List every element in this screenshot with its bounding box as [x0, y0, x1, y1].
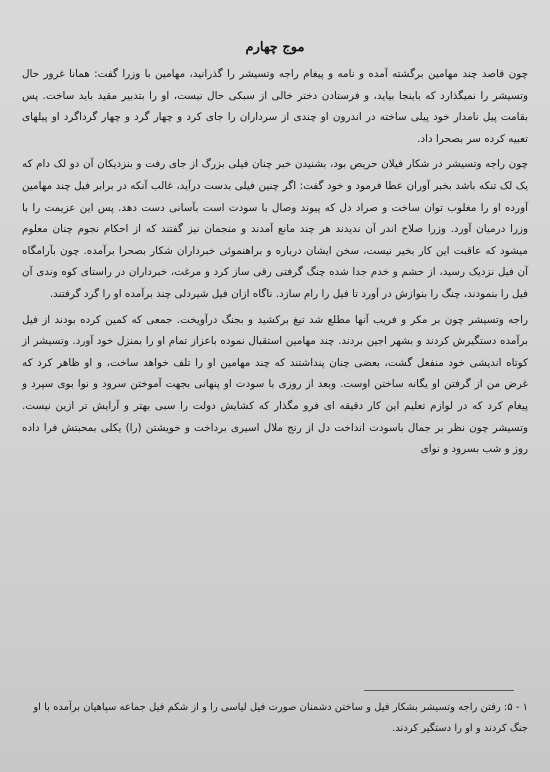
body-text: [22, 64, 528, 461]
footnote: ۱ - ۵: رفتن راجه وتسیشر بشکار فیل و ساختن دشمنان صورت فیل لیاسی را و از شکم فیل جماعه سپاهیان برآمده با او جنگ کردند و او را دستگیر کردند.: [33, 702, 528, 734]
paragraph-3: راجه وتسیشر چون بر مکر و فریب آنها مطلع شد تیغ برکشید و بجنگ درآویخت. جمعی که کمین کرده بودند از فیل برآمده دستگیرش کردند و بشهر اجین بردند. چند مهامین استقبال نموده باعزاز تمام او را بمنزل خود آورد. وتسیشر از کوتاه اندیشی خود منفعل گشت، بعضی چنان پنداشتند که چند مهامین او را تلف خواهد ساخت، و او ظاهر کرد که غرض من از گرفتن او یگانه ساختن اوست. وبعد از روزی با سودت او پنهانی بجهت آموختن سرود و نوا بوی سپرد و پیغام کرد که در لوازم تعلیم این کار دقیقه ای فرو مگذار که کشایش دولت را سبی بهتر و آرایش تر ازین نیست. وتسیشر چون نظر بر جمال باسودت انداخت دل از رنج ملال اسیری برداخت و خویشتن (را) یکلی بمحبتش فرا داده روز و شب بسرود و نوای: [22, 313, 528, 456]
paragraph-1: چون قاصد چند مهامین برگشته آمده و نامه و پیغام راجه وتسیشر را گذرانید، مهامین با وزرا گفت: همانا غرور حال وتسیشر را نمیگذارد که باینجا بیاید، و فرستادن دختر خالی از سبکی حال نیست، او را بتدبیر مقید باید ساخت. پس بقامت پیل نامدار خود پیلی ساخته در اندرون او چندی از سرداران را جای کرد و چهار گرد و چهار گرداگرد او پیلهای تعبیه کرده سر بصحرا داد.: [22, 68, 528, 145]
paragraph-2: چون راجه وتسیشر در شکار فیلان حریص بود، بشنیدن خبر چنان فیلی بزرگ از جای رفت و بنزدیکان آن دو لک دام که یک لک تنکه باشد بخبر آوران عطا فرمود و خود گفت: اگر چنین فیلی بدست درآید، غالب آنکه در برابر فیل چند مهامین آورده او را مغلوب توان ساخت و صراد دل که پیوند وصال با سودت است بآسانی دست دهد. پس این عزیمت را با وزرا درمیان آورد. وزرا صلاح اندر آن ندیدند هر چند مانع آمدند و منجمان نیز گفتند که از احکام نجوم چنان معلوم میشود که عاقبت این کار بخیر نیست، سخن ایشان درباره و براهنموئی خبرداران شکار بصحرا برآمده. چون بآرامگاه آن فیل نزدیک رسید، از حشم و خدم جدا شده چنگ گرفتی رقی ساز کرد و مرغت، خبرداران در راستای کوه وندی آن فیل را بنمودند، چنگ را بنوازش در آورد تا فیل را رام سازد. ناگاه ازان فیل شیردلی چند برآمده او را گرد گرفتند.: [22, 158, 528, 300]
footnote-divider: [364, 690, 514, 691]
chapter-heading: موج چهارم: [245, 40, 305, 55]
